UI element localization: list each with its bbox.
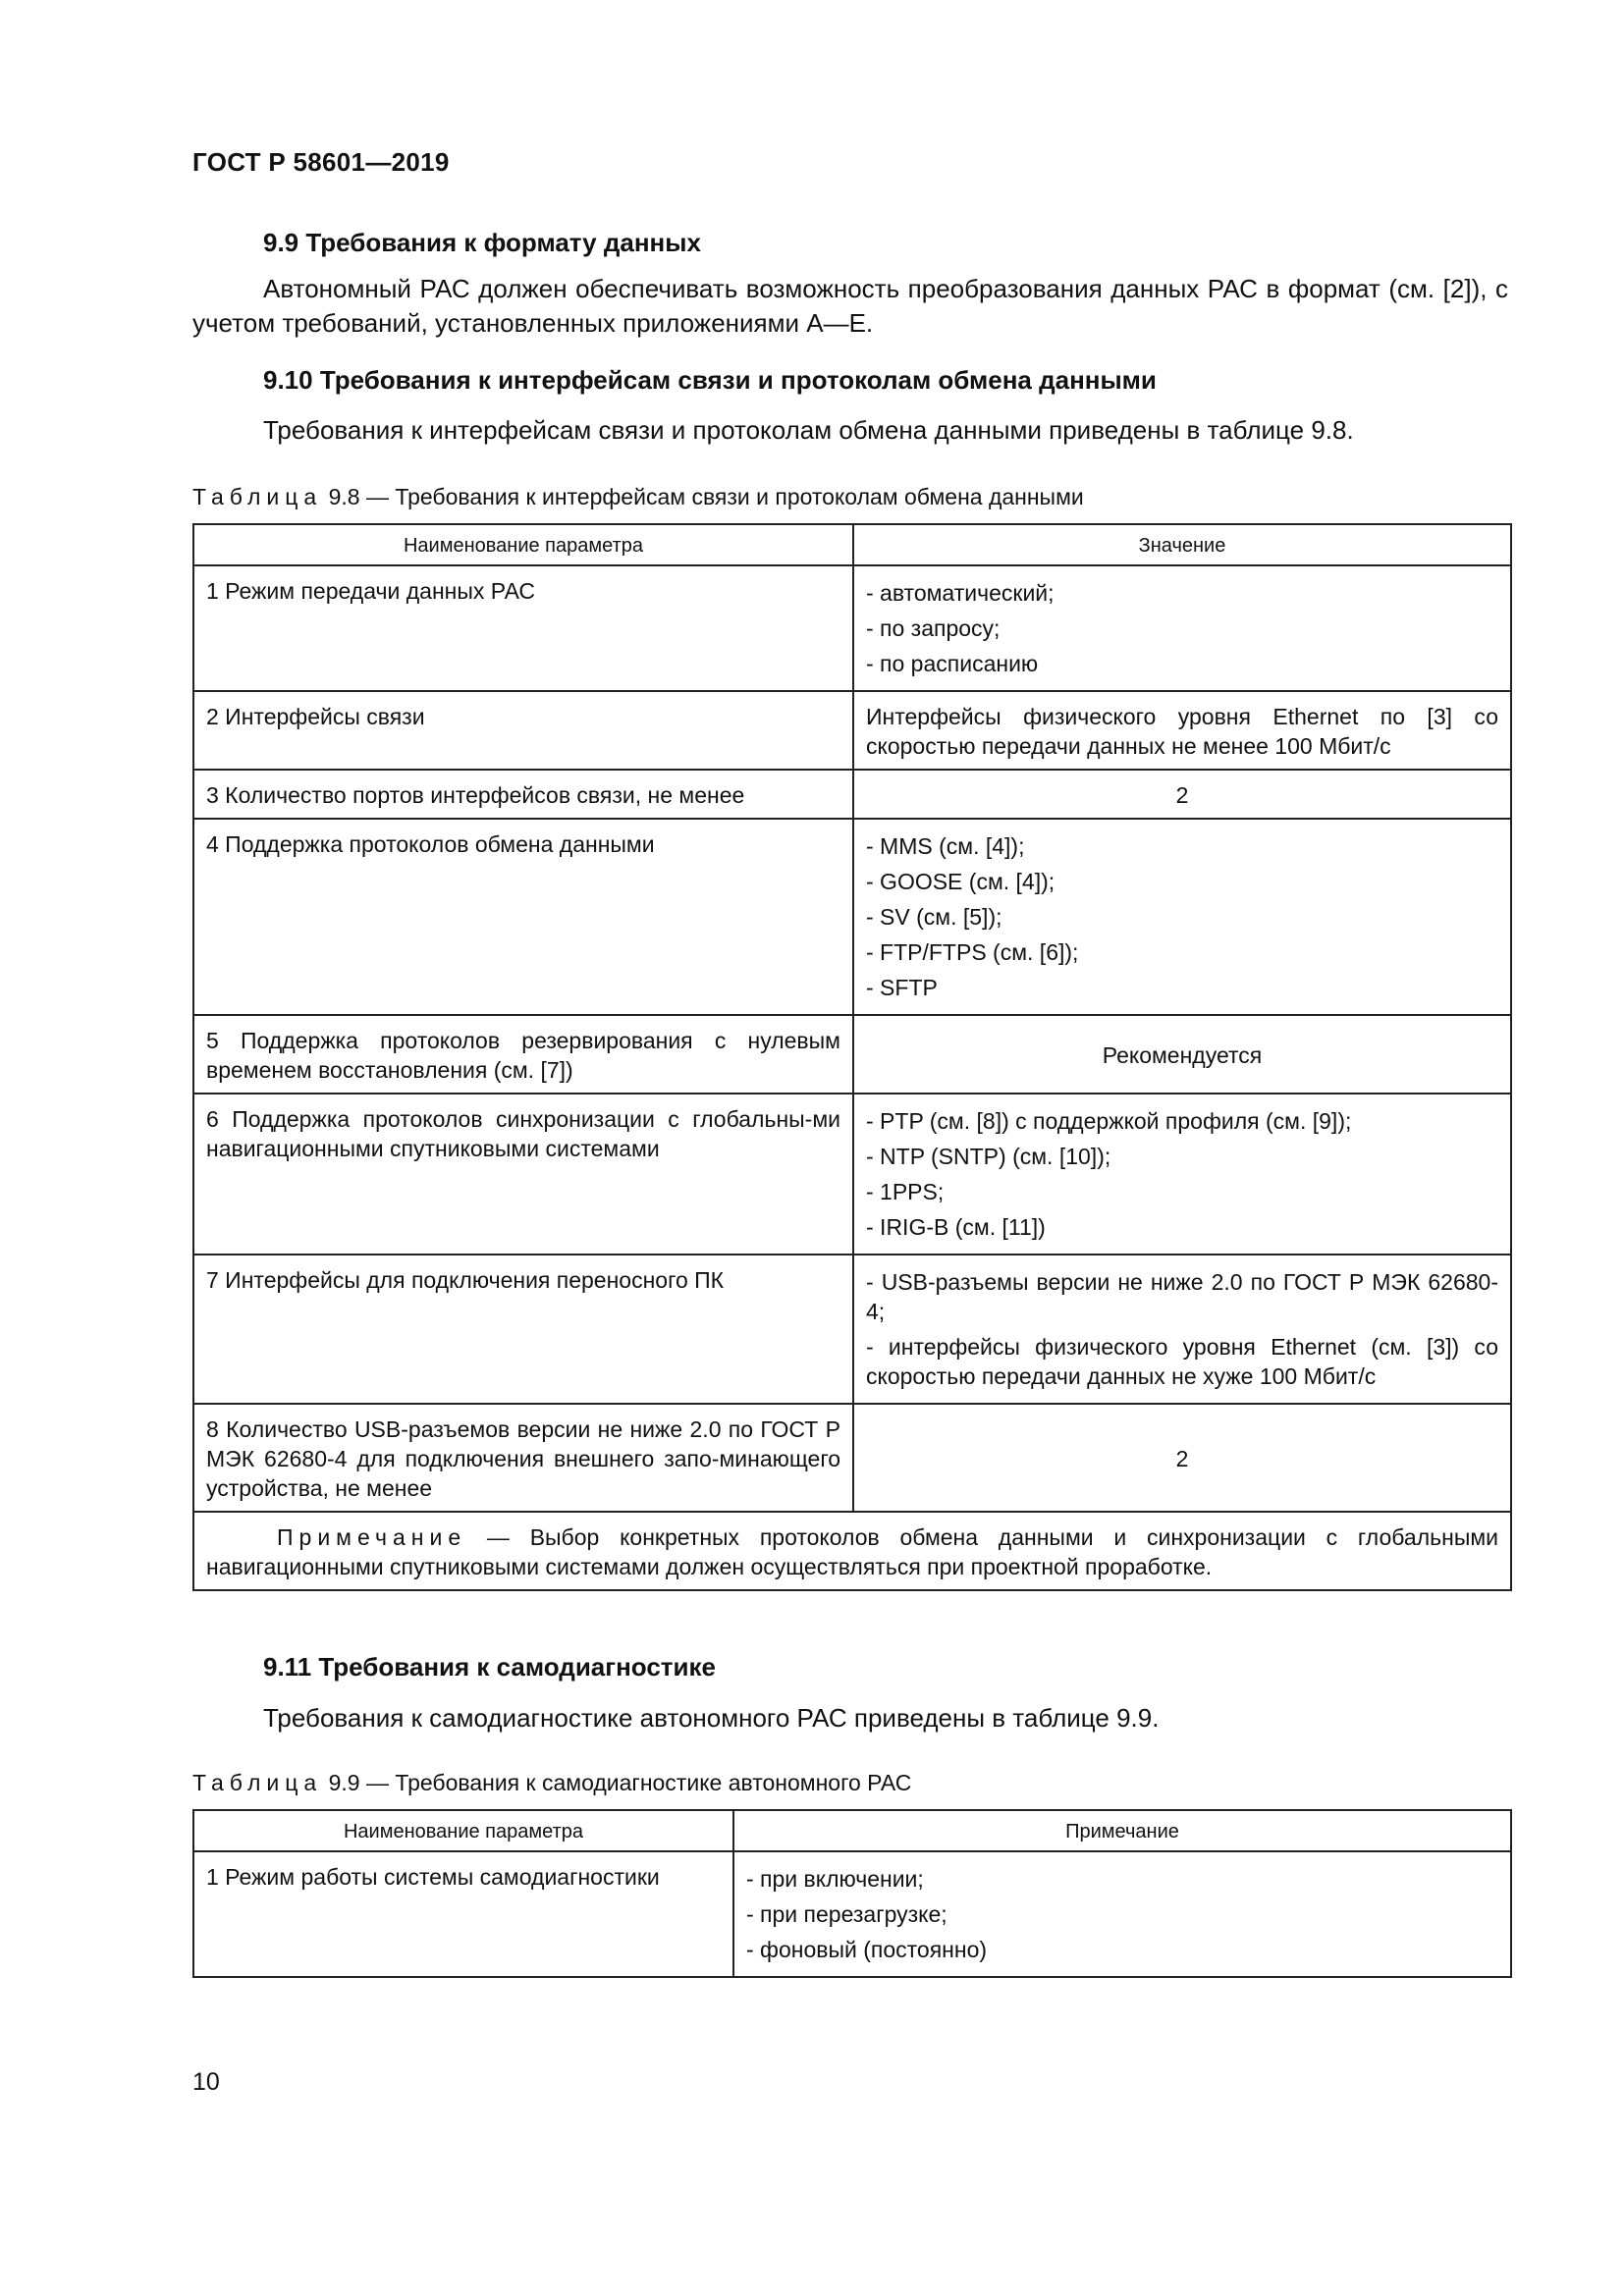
- table-row: [193, 1094, 1511, 1255]
- value-list-item: - при включении;: [746, 1866, 924, 1892]
- table-9-9: [192, 1809, 1512, 1978]
- table-9-8: [192, 523, 1512, 1591]
- parameter-cell: 7 Интерфейсы для подключения переносного ПК: [193, 1255, 853, 1404]
- parameter-cell: 3 Количество портов интерфейсов связи, не менее: [193, 770, 853, 819]
- column-header-note: Примечание: [733, 1810, 1511, 1851]
- value-cell: [853, 1255, 1511, 1404]
- value-list-item: - автоматический;: [866, 580, 1055, 606]
- value-cell: [733, 1851, 1511, 1977]
- page-number: 10: [192, 2068, 220, 2096]
- section-9-9-paragraph: [192, 272, 1508, 341]
- table-row: [193, 770, 1511, 819]
- table-row: [193, 1015, 1511, 1094]
- parameter-cell: 6 Поддержка протоколов синхронизации с глобальны-ми навигационными спутниковыми системами: [193, 1094, 853, 1255]
- parameter-cell: 2 Интерфейсы связи: [193, 691, 853, 770]
- table-row: [193, 819, 1511, 1015]
- parameter-cell: 4 Поддержка протоколов обмена данными: [193, 819, 853, 1015]
- value-list-item: - SFTP: [866, 975, 938, 1000]
- value-cell: Рекомендуется: [853, 1015, 1511, 1094]
- value-list-item: - FTP/FTPS (см. [6]);: [866, 939, 1079, 965]
- value-cell: 2: [853, 770, 1511, 819]
- parameter-cell: 8 Количество USB-разъемов версии не ниже 2.0 по ГОСТ Р МЭК 62680-4 для подключения внешнего запо-минающего устройства, не менее: [193, 1404, 853, 1512]
- section-9-11-text: Требования к самодиагностике автономного РАС приведены в таблице 9.9.: [263, 1703, 1160, 1733]
- value-list-item: - NTP (SNTP) (см. [10]);: [866, 1144, 1111, 1169]
- table-9-9-caption-word: Таблица: [192, 1770, 323, 1795]
- table-note-cell: [193, 1512, 1511, 1590]
- value-cell: 2: [853, 1404, 1511, 1512]
- value-cell: [853, 819, 1511, 1015]
- table-header-row: [193, 524, 1511, 565]
- column-header-parameter: Наименование параметра: [193, 1810, 733, 1851]
- table-row: [193, 1404, 1511, 1512]
- table-row: [193, 691, 1511, 770]
- value-cell: Интерфейсы физического уровня Ethernet по [3] со скоростью передачи данных не менее 100 Мбит/с: [853, 691, 1511, 770]
- table-9-9-caption: [192, 1770, 911, 1796]
- table-row: [193, 1255, 1511, 1404]
- table-row: [193, 1851, 1511, 1977]
- value-list-item: - MMS (см. [4]);: [866, 833, 1025, 859]
- value-cell: [853, 1094, 1511, 1255]
- column-header-value: Значение: [853, 524, 1511, 565]
- table-9-8-caption: [192, 484, 1084, 510]
- table-note-row: [193, 1512, 1511, 1590]
- table-9-8-caption-word: Таблица: [192, 484, 323, 509]
- value-list-item: - по расписанию: [866, 651, 1039, 676]
- value-list-item: - IRIG-B (см. [11]): [866, 1214, 1046, 1240]
- value-list-item: - по запросу;: [866, 615, 1001, 641]
- value-list-item: - USB-разъемы версии не ниже 2.0 по ГОСТ Р МЭК 62680-4;: [866, 1269, 1498, 1324]
- section-9-9-text: Автономный РАС должен обеспечивать возможность преобразования данных РАС в формат (см. [2]), с учетом требований, установленных приложениями А—Е.: [192, 274, 1508, 338]
- table-9-8-caption-text: 9.8 — Требования к интерфейсам связи и протоколам обмена данными: [328, 484, 1084, 509]
- parameter-cell: 1 Режим передачи данных РАС: [193, 565, 853, 691]
- value-list-item: - фоновый (постоянно): [746, 1937, 988, 1962]
- note-text: — Выбор конкретных протоколов обмена данными и синхронизации с глобальными навигационными спутниковыми системами должен осуществляться при проектной проработке.: [206, 1524, 1499, 1579]
- section-9-10-text: Требования к интерфейсам связи и протоколам обмена данными приведены в таблице 9.8.: [263, 415, 1354, 445]
- section-9-10-heading: 9.10 Требования к интерфейсам связи и протоколам обмена данными: [263, 365, 1157, 395]
- value-list-item: - 1PPS;: [866, 1179, 945, 1204]
- value-cell: [853, 565, 1511, 691]
- value-list-item: - GOOSE (см. [4]);: [866, 869, 1056, 894]
- parameter-cell: 5 Поддержка протоколов резервирования с нулевым временем восстановления (см. [7]): [193, 1015, 853, 1094]
- value-list-item: - интерфейсы физического уровня Ethernet (см. [3]) со скоростью передачи данных не хуже 100 Мбит/с: [866, 1334, 1498, 1389]
- table-row: [193, 565, 1511, 691]
- table-header-row: [193, 1810, 1511, 1851]
- parameter-cell: 1 Режим работы системы самодиагностики: [193, 1851, 733, 1977]
- section-9-11-heading: 9.11 Требования к самодиагностике: [263, 1652, 716, 1682]
- standard-code-header: ГОСТ Р 58601—2019: [192, 147, 450, 177]
- note-label: Примечание: [277, 1524, 467, 1550]
- value-list-item: - при перезагрузке;: [746, 1901, 947, 1927]
- value-list-item: - SV (см. [5]);: [866, 904, 1002, 930]
- table-9-9-caption-text: 9.9 — Требования к самодиагностике автономного РАС: [328, 1770, 912, 1795]
- value-list-item: - PTP (см. [8]) с поддержкой профиля (см. [9]);: [866, 1108, 1352, 1134]
- column-header-parameter: Наименование параметра: [193, 524, 853, 565]
- section-9-9-heading: 9.9 Требования к формату данных: [263, 228, 701, 257]
